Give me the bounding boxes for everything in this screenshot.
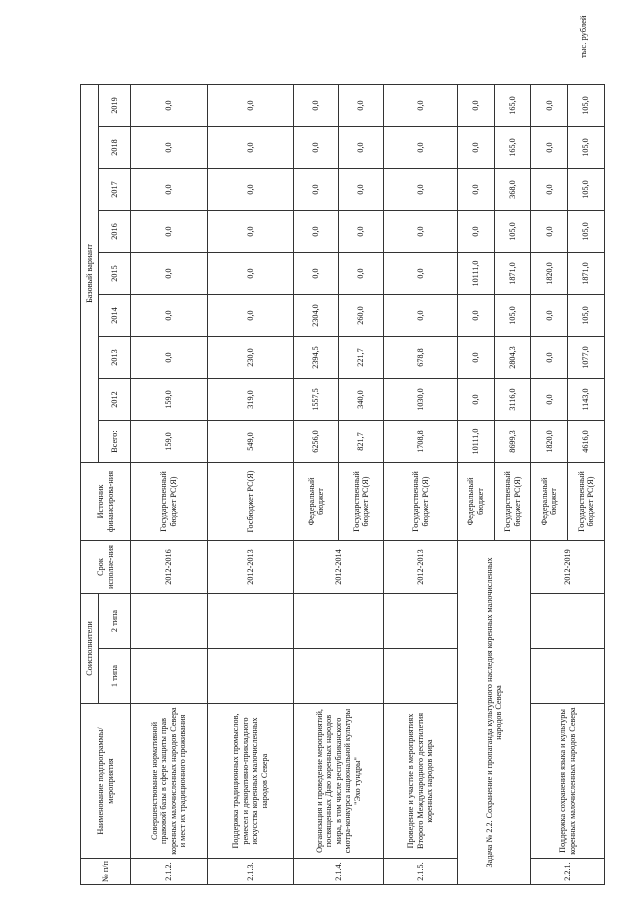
cell-value: 0,0 <box>457 169 494 211</box>
cell-value: 0,0 <box>457 127 494 169</box>
cell-value: 0,0 <box>131 169 208 211</box>
row-number: 2.2.1. <box>531 859 605 885</box>
header-coexecutors: Соисполнители <box>81 594 99 704</box>
cell-value: 0,0 <box>531 211 568 253</box>
cell-value: 105,0 <box>494 211 531 253</box>
cell-value: 0,0 <box>293 211 338 253</box>
row-total: 6256,0 <box>293 421 338 463</box>
cell-value: 0,0 <box>531 127 568 169</box>
cell-value: 105,0 <box>568 127 605 169</box>
task-label: Задача № 2.2. Сохранение и пропаганда культурного наследия коренных малочисленных народов Севера <box>457 541 531 885</box>
cell-value: 0,0 <box>207 84 293 126</box>
row-source: Государственный бюджет РС(Я) <box>494 463 531 541</box>
cell-value: 1077,0 <box>568 337 605 379</box>
cell-value: 368,0 <box>494 169 531 211</box>
coexecutor-type-1 <box>207 649 293 704</box>
coexecutor-type-2 <box>531 594 605 649</box>
cell-value: 165,0 <box>494 127 531 169</box>
table-row <box>207 84 293 884</box>
header-term: Срок исполне-ния <box>81 541 131 594</box>
coexecutor-type-2 <box>207 594 293 649</box>
row-total: 4616,0 <box>568 421 605 463</box>
cell-value: 0,0 <box>339 84 384 126</box>
coexecutor-type-2 <box>131 594 208 649</box>
cell-value: 0,0 <box>531 379 568 421</box>
cell-value: 0,0 <box>531 84 568 126</box>
row-number: 2.1.3. <box>207 859 293 885</box>
row-title: Проведение и участие в мероприятиях Второго Международного десятилетия коренных народов мира <box>384 704 458 859</box>
row-term: 2012-2013 <box>207 541 293 594</box>
row-title: Поддержка традиционных промыслов, ремесел и декоративно-прикладного искусства коренных малочисленных народов Севера <box>207 704 293 859</box>
row-source: Федеральный бюджет <box>531 463 568 541</box>
row-title: Организация и проведение мероприятий, посвященных Дню коренных народов мира, в том числе республиканского смотра-конкурса национальной культуры "Эхо тундры" <box>293 704 383 859</box>
cell-value: 0,0 <box>293 127 338 169</box>
cell-value: 0,0 <box>293 84 338 126</box>
cell-value: 0,0 <box>384 253 458 295</box>
coexecutor-type-1 <box>293 649 383 704</box>
row-number: 2.1.5. <box>384 859 458 885</box>
row-term: 2012-2016 <box>131 541 208 594</box>
header-year: 2013 <box>99 337 131 379</box>
row-term: 2012-2019 <box>531 541 605 594</box>
row-source: Государственный бюджет РС(Я) <box>568 463 605 541</box>
cell-value: 0,0 <box>531 337 568 379</box>
cell-value: 1030,0 <box>384 379 458 421</box>
row-total: 8699,3 <box>494 421 531 463</box>
row-source: Государственный бюджет РС(Я) <box>339 463 384 541</box>
row-total: 10111,0 <box>457 421 494 463</box>
table-row <box>293 84 338 884</box>
cell-value: 159,0 <box>131 379 208 421</box>
row-source: Государственный бюджет РС(Я) <box>131 463 208 541</box>
row-source: Государственный бюджет РС(Я) <box>384 463 458 541</box>
coexecutor-type-2 <box>293 594 383 649</box>
cell-value: 0,0 <box>457 337 494 379</box>
cell-value: 105,0 <box>494 295 531 337</box>
rotated-table-container <box>80 85 605 885</box>
header-year: 2014 <box>99 295 131 337</box>
cell-value: 0,0 <box>131 127 208 169</box>
cell-value: 1557,5 <box>293 379 338 421</box>
row-total: 1708,8 <box>384 421 458 463</box>
cell-value: 0,0 <box>207 169 293 211</box>
cell-value: 319,0 <box>207 379 293 421</box>
header-type-1: 1 типа <box>99 649 131 704</box>
cell-value: 2804,3 <box>494 337 531 379</box>
row-title: Совершенствование нормативной правовой базы в сфере защиты прав коренных малочисленных народов Севера и мест их традиционного проживания <box>131 704 208 859</box>
header-type-2: 2 типа <box>99 594 131 649</box>
header-name: Наименование подпрограммы/мероприятия <box>81 704 131 859</box>
header-year: 2015 <box>99 253 131 295</box>
row-total: 821,7 <box>339 421 384 463</box>
cell-value: 0,0 <box>457 211 494 253</box>
unit-note: тыс. рублей <box>578 15 588 58</box>
header-total: Всего: <box>99 421 131 463</box>
cell-value: 105,0 <box>568 169 605 211</box>
header-source: Источник финансирова-ния <box>81 463 131 541</box>
cell-value: 3116,0 <box>494 379 531 421</box>
row-total: 549,0 <box>207 421 293 463</box>
coexecutor-type-1 <box>384 649 458 704</box>
cell-value: 0,0 <box>131 337 208 379</box>
header-year: 2017 <box>99 169 131 211</box>
header-year: 2016 <box>99 211 131 253</box>
row-term: 2012-2013 <box>384 541 458 594</box>
cell-value: 0,0 <box>131 84 208 126</box>
cell-value: 0,0 <box>131 253 208 295</box>
row-total: 159,0 <box>131 421 208 463</box>
cell-value: 10111,0 <box>457 253 494 295</box>
cell-value: 0,0 <box>293 169 338 211</box>
cell-value: 0,0 <box>339 169 384 211</box>
cell-value: 0,0 <box>339 253 384 295</box>
cell-value: 0,0 <box>207 253 293 295</box>
header-year: 2018 <box>99 127 131 169</box>
row-source: Федеральный бюджет <box>457 463 494 541</box>
cell-value: 260,0 <box>339 295 384 337</box>
cell-value: 0,0 <box>131 211 208 253</box>
cell-value: 105,0 <box>568 295 605 337</box>
cell-value: 0,0 <box>207 211 293 253</box>
cell-value: 0,0 <box>384 127 458 169</box>
cell-value: 221,7 <box>339 337 384 379</box>
cell-value: 0,0 <box>207 295 293 337</box>
cell-value: 678,8 <box>384 337 458 379</box>
cell-value: 2394,5 <box>293 337 338 379</box>
cell-value: 0,0 <box>293 253 338 295</box>
table-row <box>384 84 458 884</box>
cell-value: 0,0 <box>457 84 494 126</box>
cell-value: 0,0 <box>339 127 384 169</box>
cell-value: 165,0 <box>494 84 531 126</box>
header-year: 2012 <box>99 379 131 421</box>
table-row <box>131 84 208 884</box>
cell-value: 0,0 <box>457 379 494 421</box>
header-num: № п/п <box>81 859 131 885</box>
cell-value: 105,0 <box>568 211 605 253</box>
coexecutor-type-1 <box>131 649 208 704</box>
row-number: 2.1.2. <box>131 859 208 885</box>
cell-value: 0,0 <box>531 169 568 211</box>
table-row <box>531 84 568 884</box>
cell-value: 340,0 <box>339 379 384 421</box>
cell-value: 0,0 <box>384 169 458 211</box>
header-year: 2019 <box>99 84 131 126</box>
cell-value: 0,0 <box>339 211 384 253</box>
row-total: 1820,0 <box>531 421 568 463</box>
row-title: Поддержка сохранения языка и культуры коренных малочисленных народов Севера <box>531 704 605 859</box>
cell-value: 0,0 <box>207 127 293 169</box>
row-term: 2012-2014 <box>293 541 383 594</box>
cell-value: 1871,0 <box>568 253 605 295</box>
coexecutor-type-1 <box>531 649 605 704</box>
row-number: 2.1.4. <box>293 859 383 885</box>
row-source: Федеральный бюджет <box>293 463 338 541</box>
cell-value: 1143,0 <box>568 379 605 421</box>
row-source: Госбюджет РС(Я) <box>207 463 293 541</box>
cell-value: 0,0 <box>384 295 458 337</box>
cell-value: 0,0 <box>531 295 568 337</box>
cell-value: 1820,0 <box>531 253 568 295</box>
budget-table <box>80 84 605 885</box>
cell-value: 0,0 <box>384 84 458 126</box>
cell-value: 0,0 <box>131 295 208 337</box>
header-base-variant: Базовый вариант <box>81 84 99 462</box>
cell-value: 1871,0 <box>494 253 531 295</box>
cell-value: 0,0 <box>457 295 494 337</box>
coexecutor-type-2 <box>384 594 458 649</box>
cell-value: 2304,0 <box>293 295 338 337</box>
cell-value: 0,0 <box>384 211 458 253</box>
cell-value: 230,0 <box>207 337 293 379</box>
table-row <box>457 84 494 884</box>
cell-value: 105,0 <box>568 84 605 126</box>
